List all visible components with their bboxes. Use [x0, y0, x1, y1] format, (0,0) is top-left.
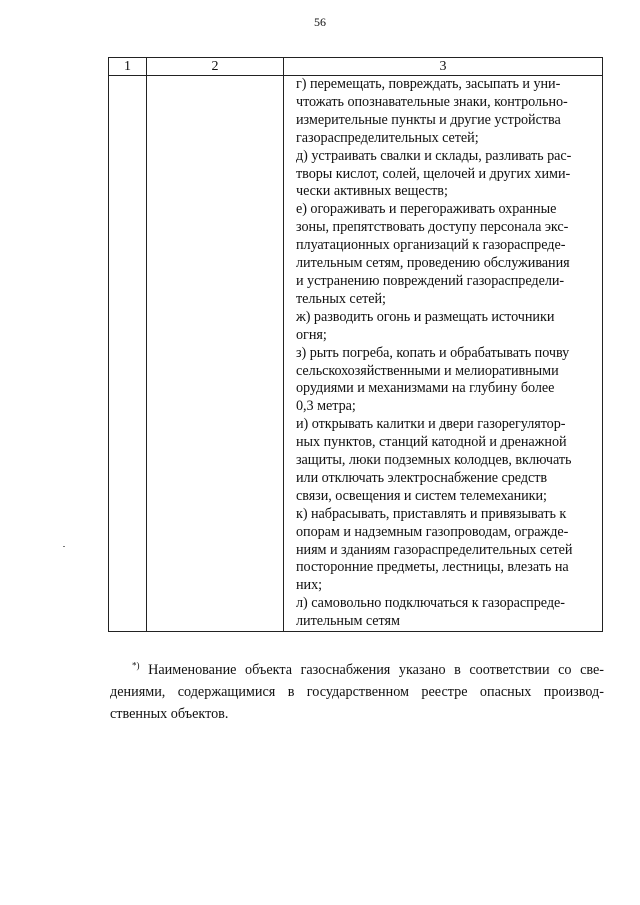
prohibition-line: лительным сетям — [296, 613, 400, 630]
prohibition-line: плуатационных организаций к газораспреде- — [296, 237, 566, 254]
prohibition-line: г) перемещать, повреждать, засыпать и уни- — [296, 76, 561, 92]
prohibition-line: защиты, люки подземных колодцев, включать — [296, 452, 572, 469]
prohibition-line: орудиями и механизмами на глубину более — [296, 380, 555, 397]
prohibition-line: 0,3 метра; — [296, 398, 356, 415]
prohibition-line: л) самовольно подключаться к газораспреде- — [296, 595, 565, 612]
table-cell-col2 — [147, 76, 284, 632]
prohibition-line: д) устраивать свалки и склады, разливать рас- — [296, 147, 572, 164]
prohibition-line: или отключать электроснабжение средств — [296, 469, 548, 486]
prohibition-line: связи, освещения и систем телемеханики; — [296, 487, 547, 504]
table-cell-col3 — [284, 76, 603, 632]
prohibition-line: и устранению повреждений газораспредели- — [296, 272, 565, 289]
prohibition-line: ж) разводить огонь и размещать источники — [296, 308, 555, 325]
column-header-3: 3 — [284, 58, 603, 76]
table-header-row — [109, 58, 603, 76]
prohibition-line: з) рыть погреба, копать и обрабатывать почву — [296, 344, 570, 361]
prohibition-line: ных пунктов, станций катодной и дренажной — [296, 434, 567, 451]
footnote — [110, 659, 604, 725]
table-row — [109, 76, 603, 632]
prohibition-line: сельскохозяйственными и мелиоративными — [296, 362, 559, 379]
prohibition-line: чтожать опознавательные знаки, контрольно- — [296, 93, 568, 110]
prohibition-line: опорам и надземным газопроводам, огражде- — [296, 523, 569, 540]
footnote-line: дениями, содержащимися в государственном реестре опасных производ- — [110, 684, 604, 700]
prohibition-line: ниям и зданиям газораспределительных сетей — [296, 541, 573, 558]
column-header-2: 2 — [147, 58, 284, 76]
prohibition-line: тельных сетей; — [296, 290, 386, 307]
prohibition-line: зоны, препятствовать доступу персонала экс- — [296, 219, 569, 236]
page-number: 56 — [314, 15, 326, 29]
prohibition-line: е) огораживать и перегораживать охранные — [296, 201, 557, 218]
footnote-line — [110, 659, 604, 681]
prohibition-line: них; — [296, 577, 323, 594]
prohibition-line: лительным сетям, проведению обслуживания — [296, 255, 570, 272]
footnote-line: ственных объектов. — [110, 706, 229, 722]
scan-artifact-dot — [63, 546, 65, 547]
prohibition-line: посторонние предметы, лестницы, влезать на — [296, 559, 569, 576]
footnote-marker: *) — [132, 660, 140, 671]
prohibition-line: и) открывать калитки и двери газорегулятор- — [296, 416, 566, 433]
footnote-text: Наименование объекта газоснабжения указано в соответствии со све- — [148, 662, 605, 678]
column-header-1: 1 — [109, 58, 147, 76]
table-cell-col1 — [109, 76, 147, 632]
prohibition-line: газораспределительных сетей; — [296, 129, 479, 146]
prohibition-line: творы кислот, солей, щелочей и других хими- — [296, 165, 571, 182]
continuation-table — [108, 57, 603, 632]
prohibition-line: огня; — [296, 326, 327, 343]
prohibition-line: к) набрасывать, приставлять и привязывать к — [296, 505, 567, 522]
prohibition-line: чески активных веществ; — [296, 183, 448, 200]
prohibition-line: измерительные пункты и другие устройства — [296, 111, 561, 128]
